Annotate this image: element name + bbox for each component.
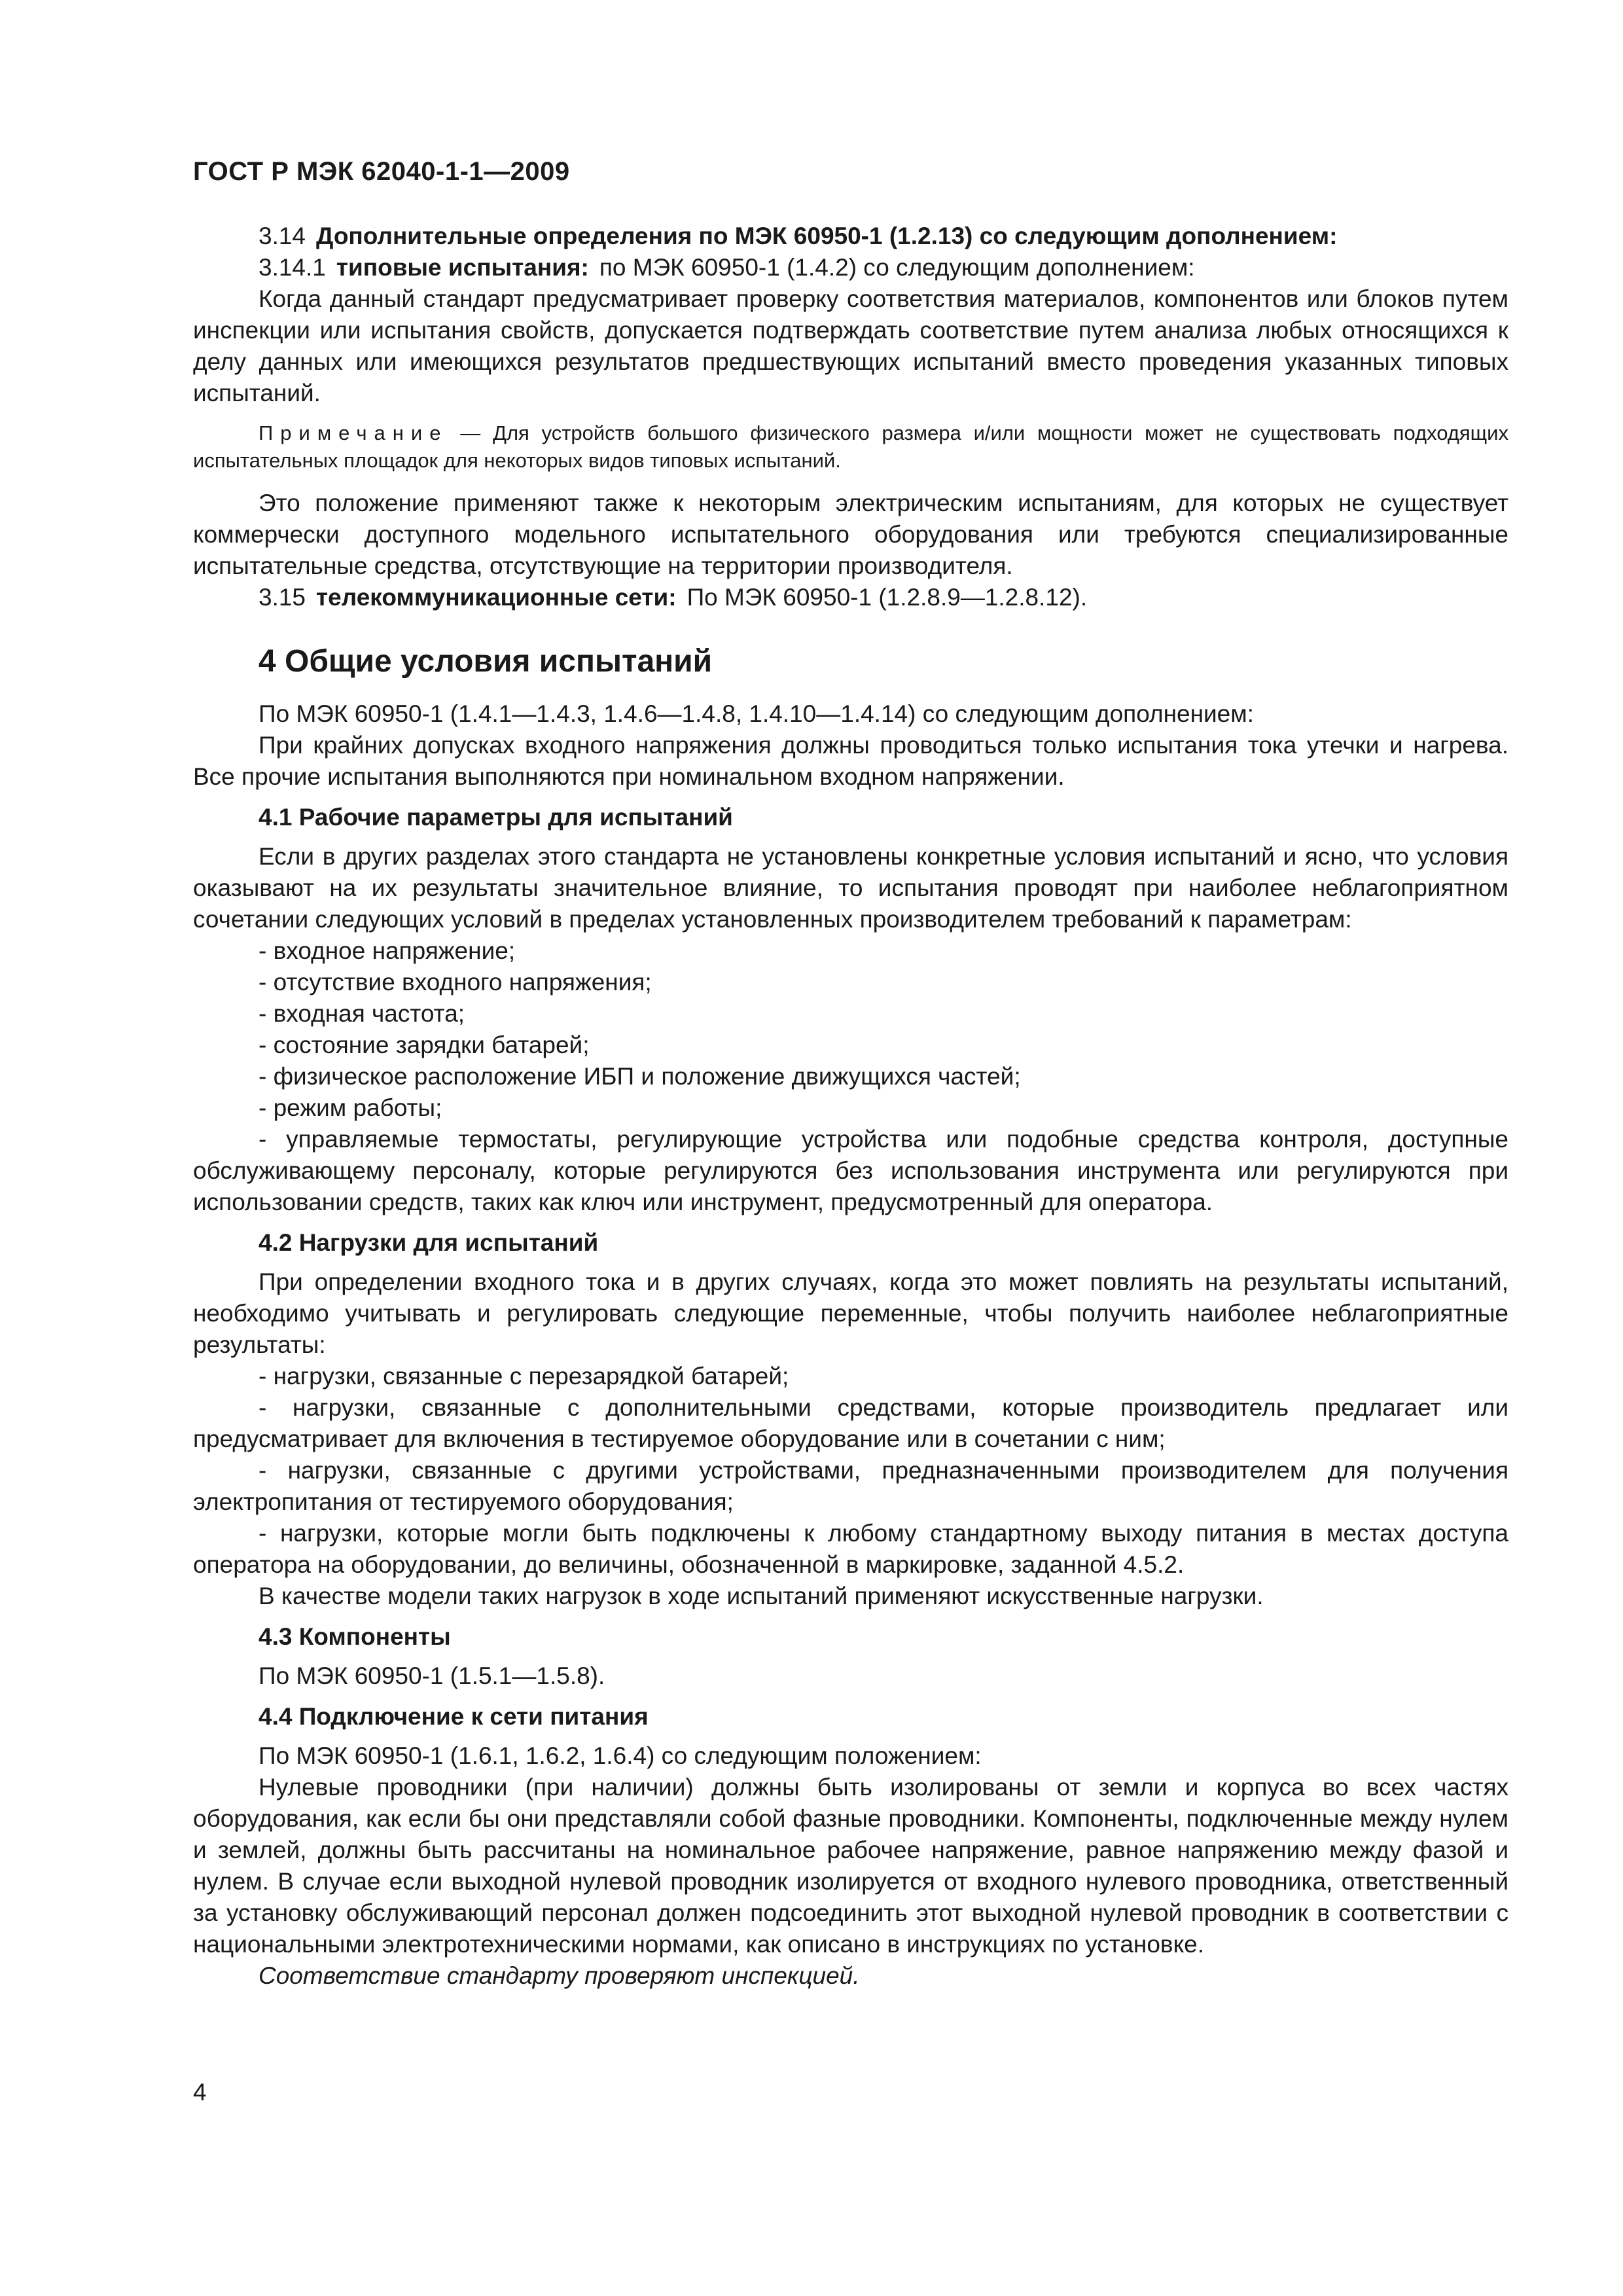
clause-number: 3.14.1 <box>259 254 326 281</box>
subsection-title: 4.1 Рабочие параметры для испытаний <box>259 804 733 831</box>
load-list <box>193 1361 1508 1581</box>
paragraph: Когда данный стандарт предусматривает проверку соответствия материалов, компонентов или блоков путем инспекции или испытания свойств, допускается подтверждать соответствие путем анализа любых относящихся к делу данных или имеющихся результатов предшествующих испытаний вместо проведения указанных типовых испытаний. <box>193 285 1508 406</box>
paragraph: По МЭК 60950-1 (1.6.1, 1.6.2, 1.6.4) со следующим положением: <box>259 1742 982 1769</box>
paragraph: По МЭК 60950-1 (1.5.1—1.5.8). <box>259 1662 605 1689</box>
subsection-title: 4.4 Подключение к сети питания <box>259 1703 649 1730</box>
paragraph: По МЭК 60950-1 (1.4.1—1.4.3, 1.4.6—1.4.8, 1.4.10—1.4.14) со следующим дополнением: <box>259 700 1254 727</box>
term-definition: по МЭК 60950-1 (1.4.2) со следующим дополнением: <box>599 254 1195 281</box>
clause-number: 3.14 <box>259 223 306 249</box>
paragraph: В качестве модели таких нагрузок в ходе испытаний применяют искусственные нагрузки. <box>259 1583 1264 1609</box>
clause-3-14-1 <box>193 252 1508 283</box>
list-item: - нагрузки, связанные с другими устройствами, предназначенными производителем для получения электропитания от тестируемого оборудования; <box>193 1457 1508 1515</box>
condition-list <box>193 935 1508 1218</box>
term-definition: По МЭК 60950-1 (1.2.8.9—1.2.8.12). <box>687 584 1088 611</box>
term: телекоммуникационные сети: <box>316 584 677 611</box>
clause-3-14 <box>193 221 1508 252</box>
compliance-statement: Соответствие стандарту проверяют инспекцией. <box>259 1962 860 1989</box>
list-item: - входная частота; <box>259 1000 465 1027</box>
list-item: - физическое расположение ИБП и положение движущихся частей; <box>259 1063 1021 1090</box>
term: типовые испытания: <box>336 254 589 281</box>
list-item: - входное напряжение; <box>259 937 516 964</box>
paragraph: Если в других разделах этого стандарта не установлены конкретные условия испытаний и ясно, что условия оказывают на их результаты значительное влияние, то испытания проводят при наиболее неблагоприятном сочетании следующих условий в пределах установленных производителем требований к параметрам: <box>193 843 1508 933</box>
list-item: - нагрузки, связанные с дополнительными средствами, которые производитель предлагает или предусматривает для включения в тестируемое оборудование или в сочетании с ним; <box>193 1394 1508 1452</box>
page-number: 4 <box>193 2079 207 2106</box>
clause-number: 3.15 <box>259 584 306 611</box>
paragraph: Это положение применяют также к некоторым электрическим испытаниям, для которых не существует коммерчески доступного модельного испытательного оборудования или требуются специализированные испытательные средства, отсутствующие на территории производителя. <box>193 490 1508 579</box>
list-item: - отсутствие входного напряжения; <box>259 969 652 996</box>
clause-title: Дополнительные определения по МЭК 60950-1 (1.2.13) со следующим дополнением: <box>316 223 1338 249</box>
paragraph: Нулевые проводники (при наличии) должны быть изолированы от земли и корпуса во всех частях оборудования, как если бы они представляли собой фазные проводники. Компоненты, подключенные между нулем и землей, должны быть рассчитаны на номинальное рабочее напряжение, равное напряжению между фазой и нулем. В случае если выходной нулевой проводник изолируется от входного нулевого проводника, ответственный за установку обслуживающий персонал должен подсоединить этот выходной нулевой проводник в соответствии с национальными электротехническими нормами, как описано в инструкциях по установке. <box>193 1774 1508 1958</box>
list-item: - нагрузки, которые могли быть подключены к любому стандартному выходу питания в местах доступа оператора на оборудовании, до величины, обозначенной в маркировке, заданной 4.5.2. <box>193 1520 1508 1578</box>
document-header: ГОСТ Р МЭК 62040-1-1—2009 <box>193 157 570 186</box>
subsection-title: 4.3 Компоненты <box>259 1623 451 1650</box>
clause-3-15 <box>193 582 1508 613</box>
list-item: - нагрузки, связанные с перезарядкой батарей; <box>259 1363 789 1390</box>
subsection-title: 4.2 Нагрузки для испытаний <box>259 1229 599 1256</box>
list-item: - управляемые термостаты, регулирующие устройства или подобные средства контроля, доступные обслуживающему персоналу, которые регулируются без использования инструмента или регулируются при использовании средств, таких как ключ или инструмент, предусмотренный для оператора. <box>193 1126 1508 1215</box>
list-item: - состояние зарядки батарей; <box>259 1031 590 1058</box>
note <box>193 420 1508 475</box>
document-page <box>193 157 1508 1992</box>
paragraph: При определении входного тока и в других случаях, когда это может повлиять на результаты испытаний, необходимо учитывать и регулировать следующие переменные, чтобы получить наиболее неблагоприятные результаты: <box>193 1268 1508 1358</box>
note-label: Примечание <box>259 422 448 444</box>
list-item: - режим работы; <box>259 1094 442 1121</box>
paragraph: При крайних допусках входного напряжения должны проводиться только испытания тока утечки и нагрева. Все прочие испытания выполняются при номинальном входном напряжении. <box>193 732 1508 790</box>
note-text: — Для устройств большого физического размера и/или мощности может не существовать подходящих испытательных площадок для некоторых видов типовых испытаний. <box>193 422 1508 472</box>
section-title: 4 Общие условия испытаний <box>259 644 713 679</box>
